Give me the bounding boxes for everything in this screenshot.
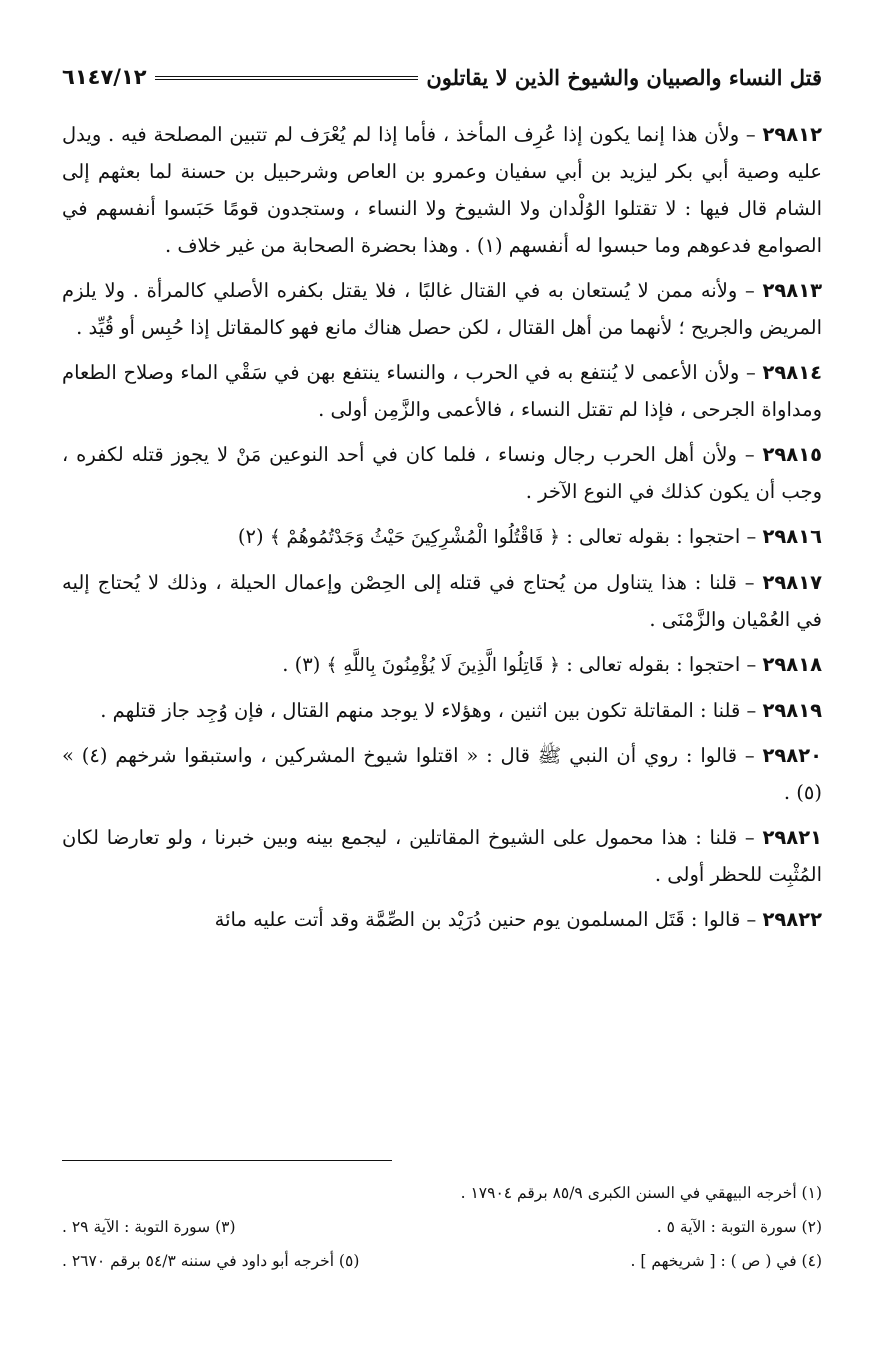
footnote-row [62, 1176, 822, 1210]
paragraph [62, 737, 822, 811]
paragraph-text: – قلنا : هذا يتناول من يُحتاج في قتله إلى الحِصْن وإعمال الحيلة ، وذلك لا يُحتاج إليه في العُمْيان والزَّمْنَى . [62, 571, 822, 631]
paragraph-text: – احتجوا : بقوله تعالى : [566, 653, 757, 676]
footnote-3: (٣) سورة التوبة : الآية ٢٩ . [62, 1218, 236, 1236]
paragraph-number: ٢٩٨١٤ [762, 361, 822, 384]
paragraph-number: ٢٩٨٢١ [762, 826, 822, 849]
header-title: قتل النساء والصبيان والشيوخ الذين لا يقاتلون [426, 64, 822, 90]
header-rule [155, 76, 419, 80]
paragraph [62, 116, 822, 264]
paragraph-text: – ولأنه ممن لا يُستعان به في القتال غالبًا ، فلا يقتل بكفره الأصلي كالمرأة . ولا يلزم المريض والجريح ؛ لأنهما من أهل القتال ، لكن حصل هناك مانع فهو كالمقاتل إذا حُبِس أو قُيِّد . [62, 279, 822, 339]
paragraph-number: ٢٩٨١٨ [762, 653, 822, 676]
paragraph-text: – قلنا : المقاتلة تكون بين اثنين ، وهؤلاء لا يوجد منهم القتال ، فإن وُجِد جاز قتلهم . [100, 699, 757, 722]
footnote-row [62, 1244, 822, 1278]
paragraph-number: ٢٩٨١٥ [762, 443, 822, 466]
paragraph-number: ٢٩٨١٢ [762, 123, 822, 146]
paragraph-text: – ولأن أهل الحرب رجال ونساء ، فلما كان في أحد النوعين مَنْ لا يجوز قتله لكفره ، وجب أن يكون كذلك في النوع الآخر . [62, 443, 822, 503]
paragraph-number: ٢٩٨١٣ [762, 279, 822, 302]
paragraph-text: – احتجوا : بقوله تعالى : [566, 525, 757, 548]
paragraph-text: – ولأن الأعمى لا يُنتفع به في الحرب ، والنساء ينتفع بهن في سَقْي الماء وصلاح الطعام ومداواة الجرحى ، فإذا لم تقتل النساء ، فالأعمى والزَّمِن أولى . [62, 361, 822, 421]
paragraph-number: ٢٩٨١٦ [762, 525, 822, 548]
paragraph [62, 646, 822, 684]
footnote-ref: (٣) . [282, 653, 321, 676]
footnote-separator [62, 1160, 392, 1161]
quran-quote: ﴿ فَاقْتُلُوا الْمُشْرِكِينَ حَيْثُ وَجَدْتُمُوهُمْ ﴾ [269, 527, 561, 548]
main-text [62, 116, 822, 938]
paragraph-number: ٢٩٨١٧ [762, 571, 822, 594]
paragraph-text: – قالوا : قَتَل المسلمون يوم حنين دُرَيْد بن الصِّمَّة وقد أتت عليه مائة [214, 908, 757, 931]
paragraph-text: – ولأن هذا إنما يكون إذا عُرِف المأخذ ، فأما إذا لم يُعْرَف لم تتبين المصلحة فيه . ويدل عليه وصية أبي بكر ليزيد بن أبي سفيان وعمرو بن العاص وشرحبيل بن حسنة لما بعثهم إلى الشام قال فيها : لا تقتلوا الوُلْدان ولا الشيوخ ولا النساء ، وستجدون قومًا حَبَسوا أنفسهم في الصوامع فدعوهم وما حبسوا له أنفسهم (١) . وهذا بحضرة الصحابة من غير خلاف . [62, 123, 822, 257]
paragraph [62, 272, 822, 346]
quran-quote: ﴿ قَاتِلُوا الَّذِينَ لَا يُؤْمِنُونَ بِاللَّهِ ﴾ [326, 655, 561, 676]
footnotes [62, 1176, 822, 1278]
paragraph-number: ٢٩٨٢٢ [762, 908, 822, 931]
running-header [62, 52, 822, 102]
paragraph [62, 564, 822, 638]
paragraph-number: ٢٩٨٢٠ [762, 744, 822, 767]
paragraph [62, 518, 822, 556]
footnote-row [62, 1210, 822, 1244]
footnote-5: (٥) أخرجه أبو داود في سننه ٥٤/٣ برقم ٢٦٧٠ . [62, 1252, 360, 1270]
footnote-4: (٤) في ( ص ) : [ شريخهم ] . [630, 1252, 822, 1270]
header-page-ref: ٦١٤٧/١٢ [62, 65, 147, 89]
book-page [62, 52, 822, 1270]
paragraph [62, 901, 822, 938]
footnote-2: (٢) سورة التوبة : الآية ٥ . [656, 1218, 822, 1236]
footnote-ref: (٢) [237, 525, 264, 548]
paragraph-text: – قالوا : روي أن النبي ﷺ قال : « اقتلوا شيوخ المشركين ، واستبقوا شرخهم (٤) » (٥) . [62, 744, 822, 804]
paragraph [62, 692, 822, 729]
paragraph [62, 354, 822, 428]
paragraph-text: – قلنا : هذا محمول على الشيوخ المقاتلين ، ليجمع بينه وبين خبرنا ، ولو تعارضا لكان المُثْبِت للحظر أولى . [62, 826, 822, 886]
paragraph [62, 819, 822, 893]
footnote-1: (١) أخرجه البيهقي في السنن الكبرى ٨٥/٩ برقم ١٧٩٠٤ . [460, 1184, 822, 1202]
paragraph [62, 436, 822, 510]
paragraph-number: ٢٩٨١٩ [762, 699, 822, 722]
